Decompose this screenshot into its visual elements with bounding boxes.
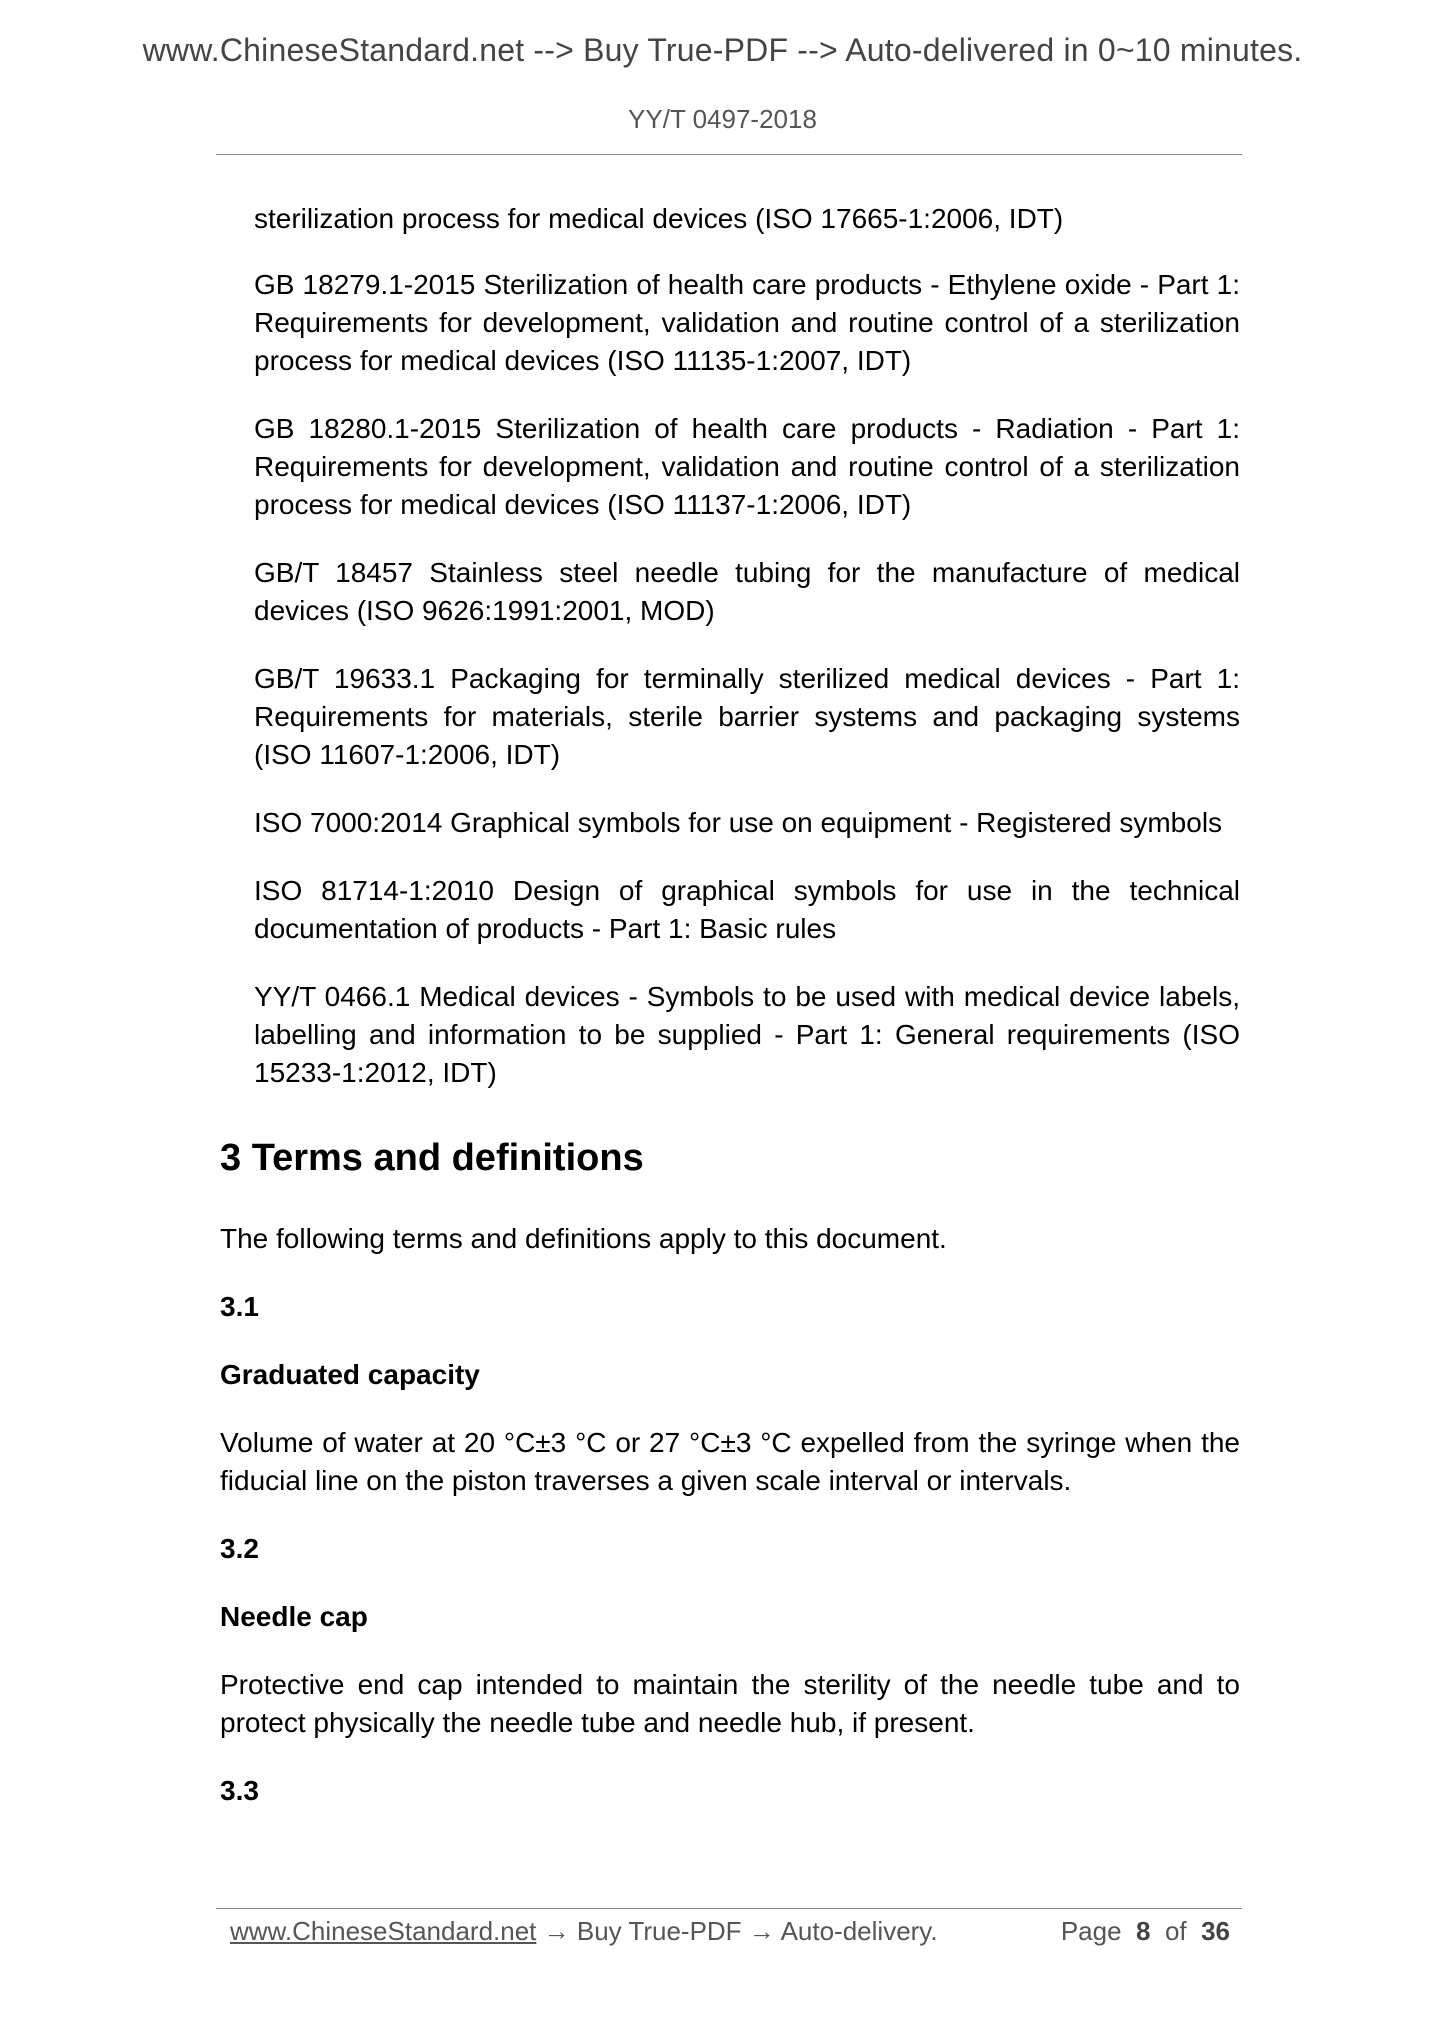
reference-item: ISO 81714-1:2010 Design of graphical symbols for use in the technical documentation of products - Part 1: Basic rules <box>254 875 1240 944</box>
page-footer <box>230 1912 1230 1952</box>
footer-divider <box>216 1908 1242 1909</box>
reference-item: GB/T 19633.1 Packaging for terminally sterilized medical devices - Part 1: Requirements for materials, sterile barrier systems and packaging systems (ISO 11607-1:2006, IDT) <box>254 663 1240 770</box>
term-title: Needle cap <box>220 1601 368 1632</box>
section-intro: The following terms and definitions apply to this document. <box>220 1223 947 1254</box>
term-definition: Protective end cap intended to maintain the sterility of the needle tube and to protect physically the needle tube and needle hub, if present. <box>220 1669 1240 1738</box>
reference-item: GB 18279.1-2015 Sterilization of health care products - Ethylene oxide - Part 1: Requirements for development, validation and routine control of a sterilization process for medical devices (ISO 11135-1:2007, IDT) <box>254 269 1240 376</box>
top-banner: www.ChineseStandard.net --> Buy True-PDF --> Auto-delivered in 0~10 minutes. <box>142 32 1303 68</box>
term-number: 3.3 <box>220 1775 259 1806</box>
reference-item: ISO 7000:2014 Graphical symbols for use on equipment - Registered symbols <box>254 807 1223 838</box>
reference-item: YY/T 0466.1 Medical devices - Symbols to be used with medical device labels, labelling and information to be supplied - Part 1: General requirements (ISO 15233-1:2012, IDT) <box>254 981 1240 1088</box>
page-indicator <box>1061 1912 1230 1950</box>
reference-item: GB/T 18457 Stainless steel needle tubing for the manufacture of medical devices (ISO 9626:1991:2001, MOD) <box>254 557 1240 626</box>
footer-promo <box>230 1912 938 1950</box>
page-content <box>220 200 1240 1840</box>
term-number: 3.2 <box>220 1533 259 1564</box>
total-pages: 36 <box>1201 1916 1230 1946</box>
footer-promo-text: → Buy True-PDF → Auto-delivery. <box>536 1916 938 1946</box>
document-code: YY/T 0497-2018 <box>628 104 817 134</box>
header-divider <box>216 154 1242 155</box>
of-label: of <box>1164 1916 1187 1946</box>
term-definition: Volume of water at 20 °C±3 °C or 27 °C±3 °C expelled from the syringe when the fiducial line on the piston traverses a given scale interval or intervals. <box>220 1427 1240 1496</box>
normative-references-list <box>254 200 1240 1092</box>
section-heading: 3 Terms and definitions <box>220 1137 644 1179</box>
footer-site-link[interactable]: www.ChineseStandard.net <box>230 1916 537 1946</box>
reference-item: GB 18280.1-2015 Sterilization of health care products - Radiation - Part 1: Requirements for development, validation and routine control of a sterilization process for medical devices (ISO 11137-1:2006, IDT) <box>254 413 1240 520</box>
term-title: Graduated capacity <box>220 1359 480 1390</box>
page-label: Page <box>1060 1916 1122 1946</box>
reference-item: sterilization process for medical devices (ISO 17665-1:2006, IDT) <box>254 203 1064 234</box>
page-number: 8 <box>1136 1916 1151 1946</box>
term-number: 3.1 <box>220 1291 259 1322</box>
